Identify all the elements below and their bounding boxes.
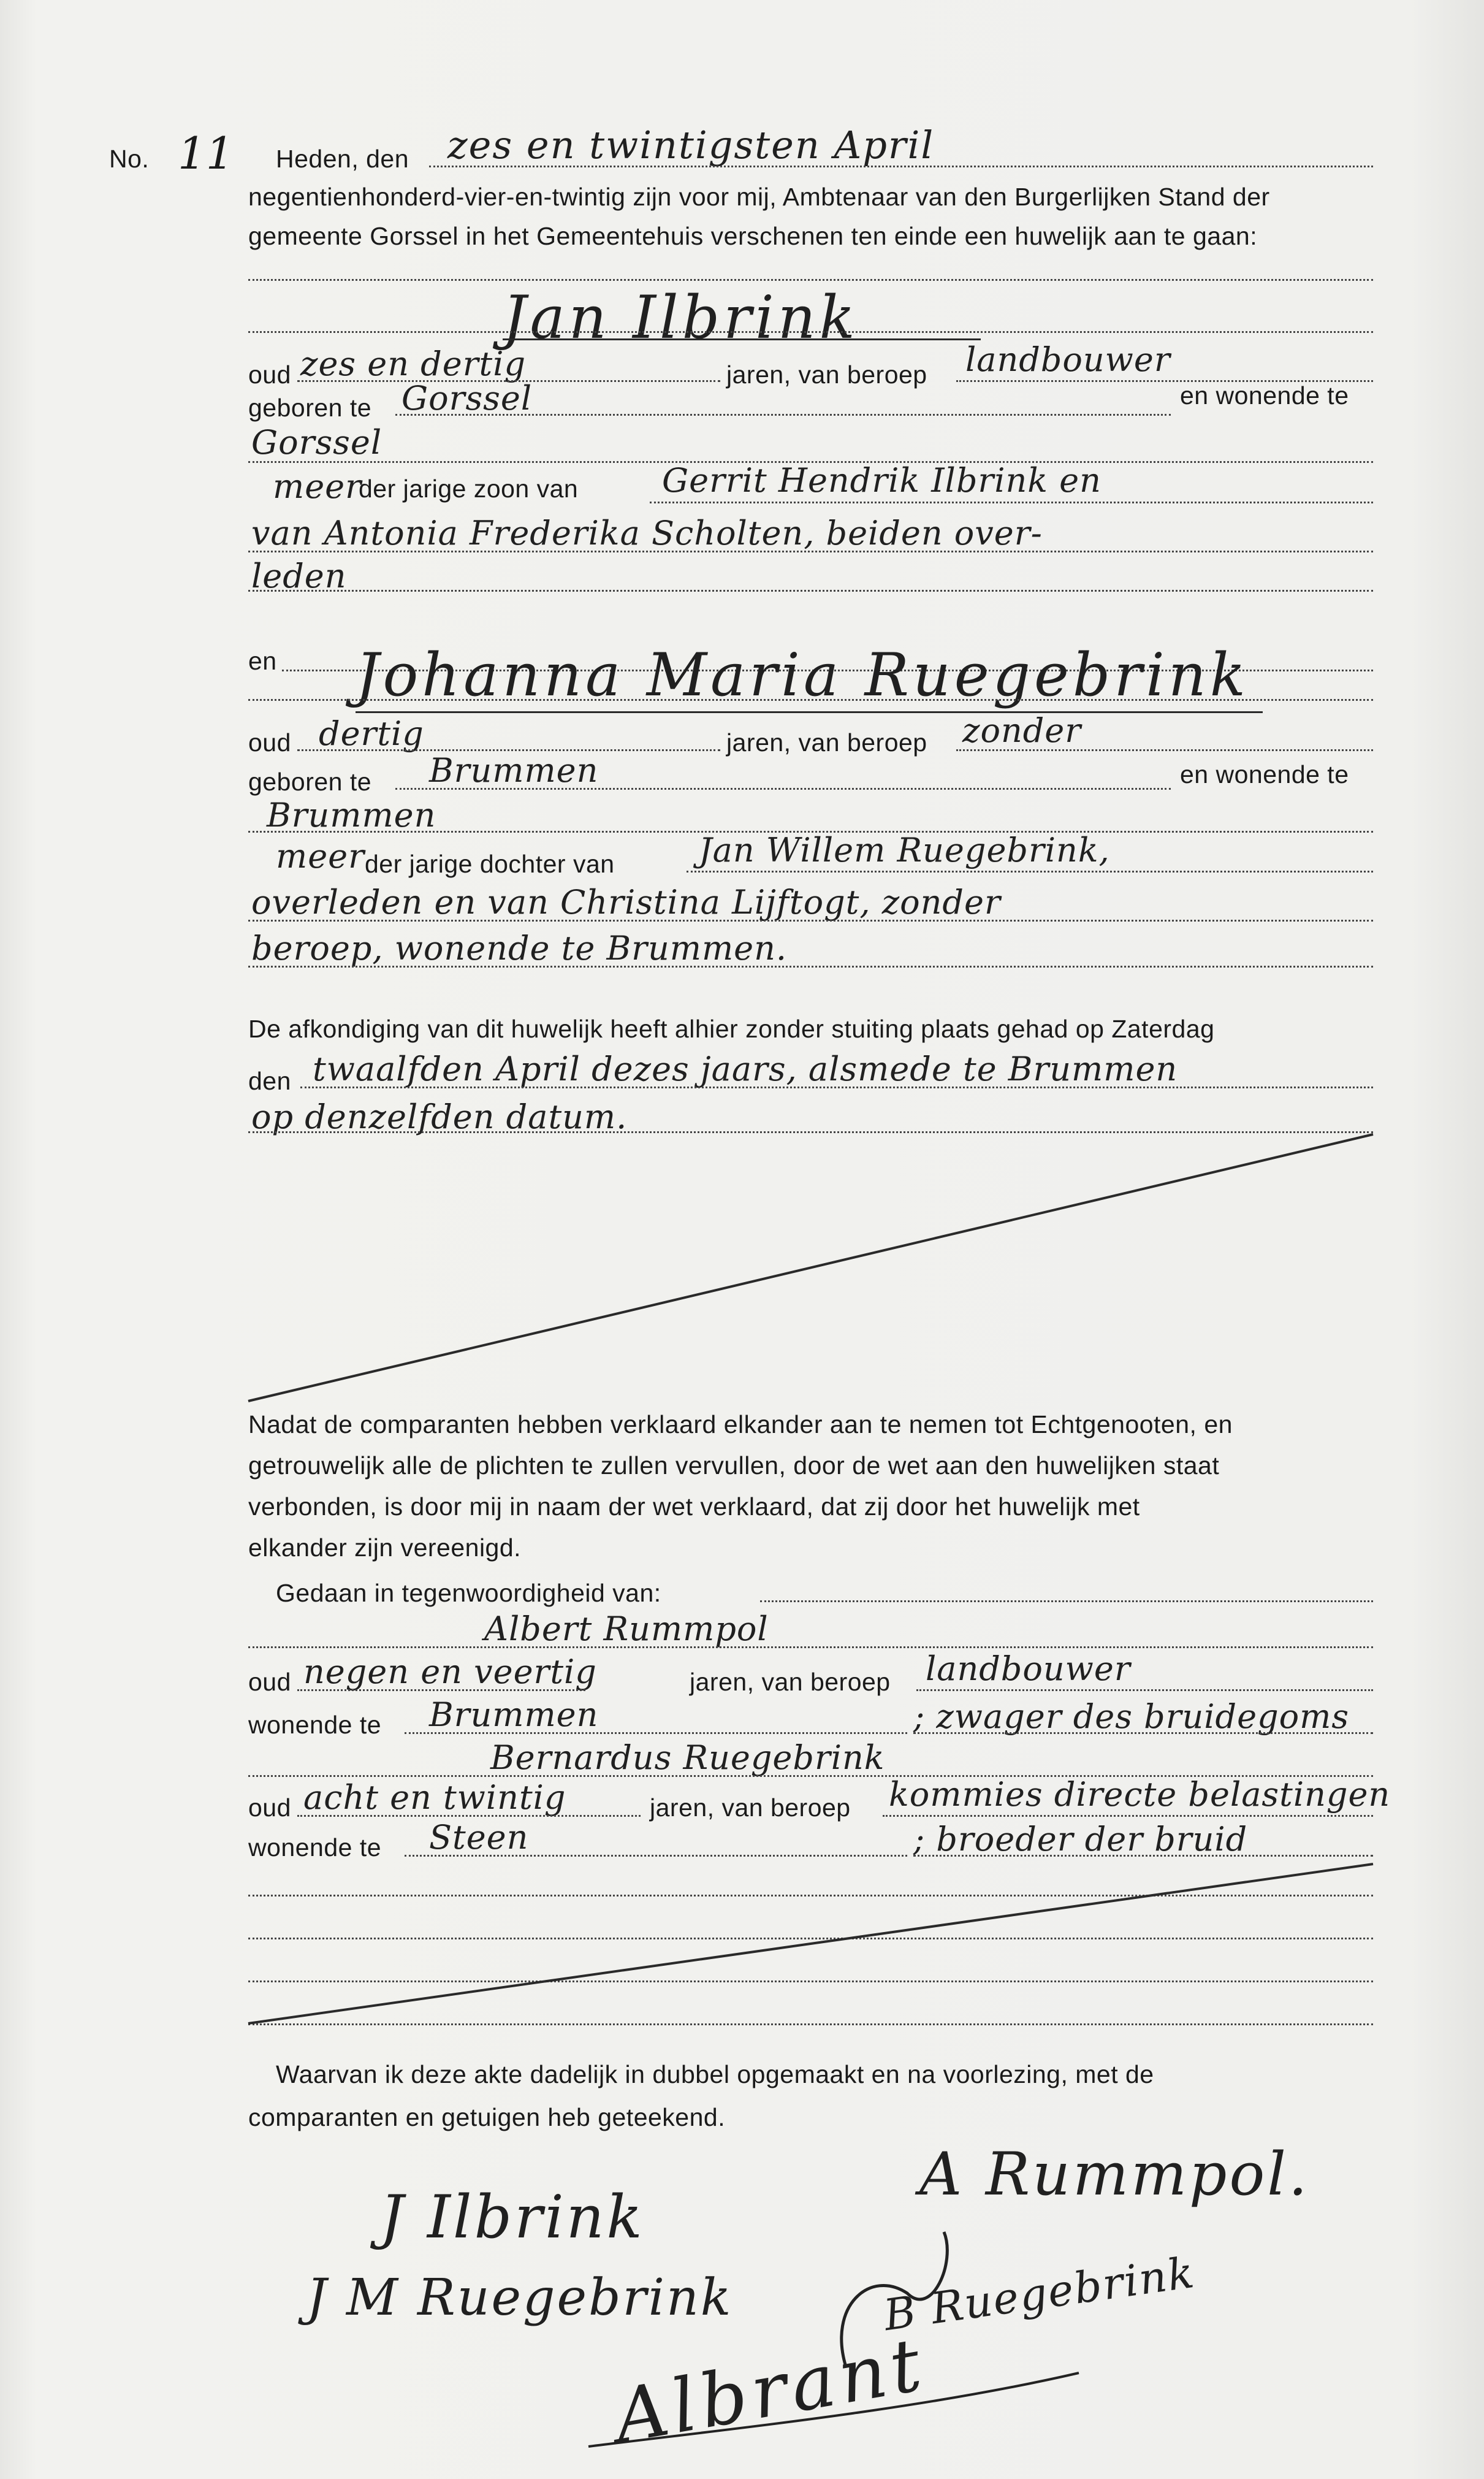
groom-age: zes en dertig: [300, 345, 527, 383]
groom-occupation: landbouwer: [965, 340, 1171, 379]
declaration-line-4: elkander zijn vereenigd.: [248, 1534, 522, 1562]
bride-oud-label: oud: [248, 728, 291, 757]
witness2-jaren-label: jaren, van beroep: [650, 1793, 851, 1822]
declaration-line-3: verbonden, is door mij in naam der wet verklaard, dat zij door het huwelijk met: [248, 1492, 1140, 1521]
afkondiging-date-1: twaalfden April dezes jaars, alsmede te Brummen: [313, 1050, 1178, 1088]
witness1-oud-label: oud: [248, 1668, 291, 1696]
bride-jarige-label: der jarige dochter van: [365, 850, 615, 878]
bride-geboren-label: geboren te: [248, 768, 372, 796]
witness1-jaren-label: jaren, van beroep: [690, 1668, 891, 1696]
groom-name: Jan Ilbrink: [503, 283, 859, 352]
date-handwritten: zes en twintigsten April: [447, 123, 935, 167]
gedaan-label: Gedaan in tegenwoordigheid van:: [276, 1579, 661, 1607]
groom-meer: meer: [273, 467, 362, 506]
groom-jarige-label: der jarige zoon van: [359, 475, 579, 503]
groom-parents-1: Gerrit Hendrik Ilbrink en: [662, 461, 1102, 500]
afkondiging-date-2: op denzelfden datum.: [251, 1098, 628, 1136]
witness1-relation: ; zwager des bruidegoms: [913, 1697, 1350, 1736]
bride-wonende-label: en wonende te: [1180, 760, 1349, 789]
witness2-oud-label: oud: [248, 1793, 291, 1822]
witness1-residence: Brummen: [429, 1695, 599, 1734]
bride-name: Johanna Maria Ruegebrink: [356, 641, 1249, 709]
bride-residence: Brummen: [267, 796, 436, 835]
groom-geboren-label: geboren te: [248, 394, 372, 422]
signature-witness1: A Rummpol.: [919, 2140, 1310, 2209]
signature-bride: J M Ruegebrink: [306, 2269, 733, 2327]
groom-oud-label: oud: [248, 361, 291, 389]
signature-official: Albrant: [607, 2321, 932, 2461]
witness2-age: acht en twintig: [303, 1778, 566, 1817]
bride-age: dertig: [319, 714, 424, 753]
afkondiging-line-1: De afkondiging van dit huwelijk heeft alhier zonder stuiting plaats gehad op Zaterdag: [248, 1015, 1215, 1043]
signature-groom: J Ilbrink: [380, 2183, 645, 2252]
closing-line-2: comparanten en getuigen heb geteekend.: [248, 2103, 726, 2131]
witness1-name: Albert Rummpol: [484, 1610, 769, 1648]
groom-wonende-label: en wonende te: [1180, 381, 1349, 410]
declaration-line-1: Nadat de comparanten hebben verklaard elkander aan te nemen tot Echtgenooten, en: [248, 1410, 1233, 1438]
groom-birthplace: Gorssel: [401, 379, 533, 418]
bride-birthplace: Brummen: [429, 751, 599, 790]
groom-jaren-label: jaren, van beroep: [726, 361, 927, 389]
witness1-age: negen en veertig: [303, 1652, 597, 1691]
header-line-2: negentienhonderd-vier-en-twintig zijn voor mij, Ambtenaar van den Burgerlijken Stand der: [248, 183, 1270, 211]
heden-label: Heden, den: [276, 145, 409, 173]
witness2-relation: ; broeder der bruid: [913, 1820, 1248, 1858]
witness1-occupation: landbouwer: [926, 1649, 1131, 1688]
witness2-name: Bernardus Ruegebrink: [490, 1738, 885, 1777]
bride-parents-3: beroep, wonende te Brummen.: [251, 929, 788, 968]
afkondiging-den-label: den: [248, 1067, 291, 1095]
record-number: 11: [178, 128, 234, 179]
witness2-residence: Steen: [429, 1818, 529, 1857]
no-label: No.: [109, 145, 150, 173]
witness2-occupation: kommies directe belastingen: [889, 1775, 1391, 1814]
bride-jaren-label: jaren, van beroep: [726, 728, 927, 757]
signature-witness2: B Ruegebrink: [880, 2247, 1198, 2341]
declaration-line-2: getrouwelijk alle de plichten te zullen vervullen, door de wet aan den huwelijken staat: [248, 1451, 1220, 1480]
groom-parents-2: van Antonia Frederika Scholten, beiden over-: [251, 514, 1043, 552]
groom-parents-3: leden: [251, 557, 347, 595]
header-line-3: gemeente Gorssel in het Gemeentehuis verschenen ten einde een huwelijk aan te gaan:: [248, 222, 1258, 250]
closing-line-1: Waarvan ik deze akte dadelijk in dubbel opgemaakt en na voorlezing, met de: [276, 2060, 1154, 2088]
bride-meer: meer: [276, 837, 365, 876]
witness1-wonende-label: wonende te: [248, 1711, 382, 1739]
witness2-wonende-label: wonende te: [248, 1833, 382, 1862]
groom-residence: Gorssel: [251, 423, 382, 462]
bride-occupation: zonder: [962, 711, 1082, 750]
bride-en-label: en: [248, 647, 277, 675]
bride-parents-2: overleden en van Christina Lijftogt, zonder: [251, 883, 1001, 922]
bride-parents-1: Jan Willem Ruegebrink,: [699, 831, 1110, 869]
